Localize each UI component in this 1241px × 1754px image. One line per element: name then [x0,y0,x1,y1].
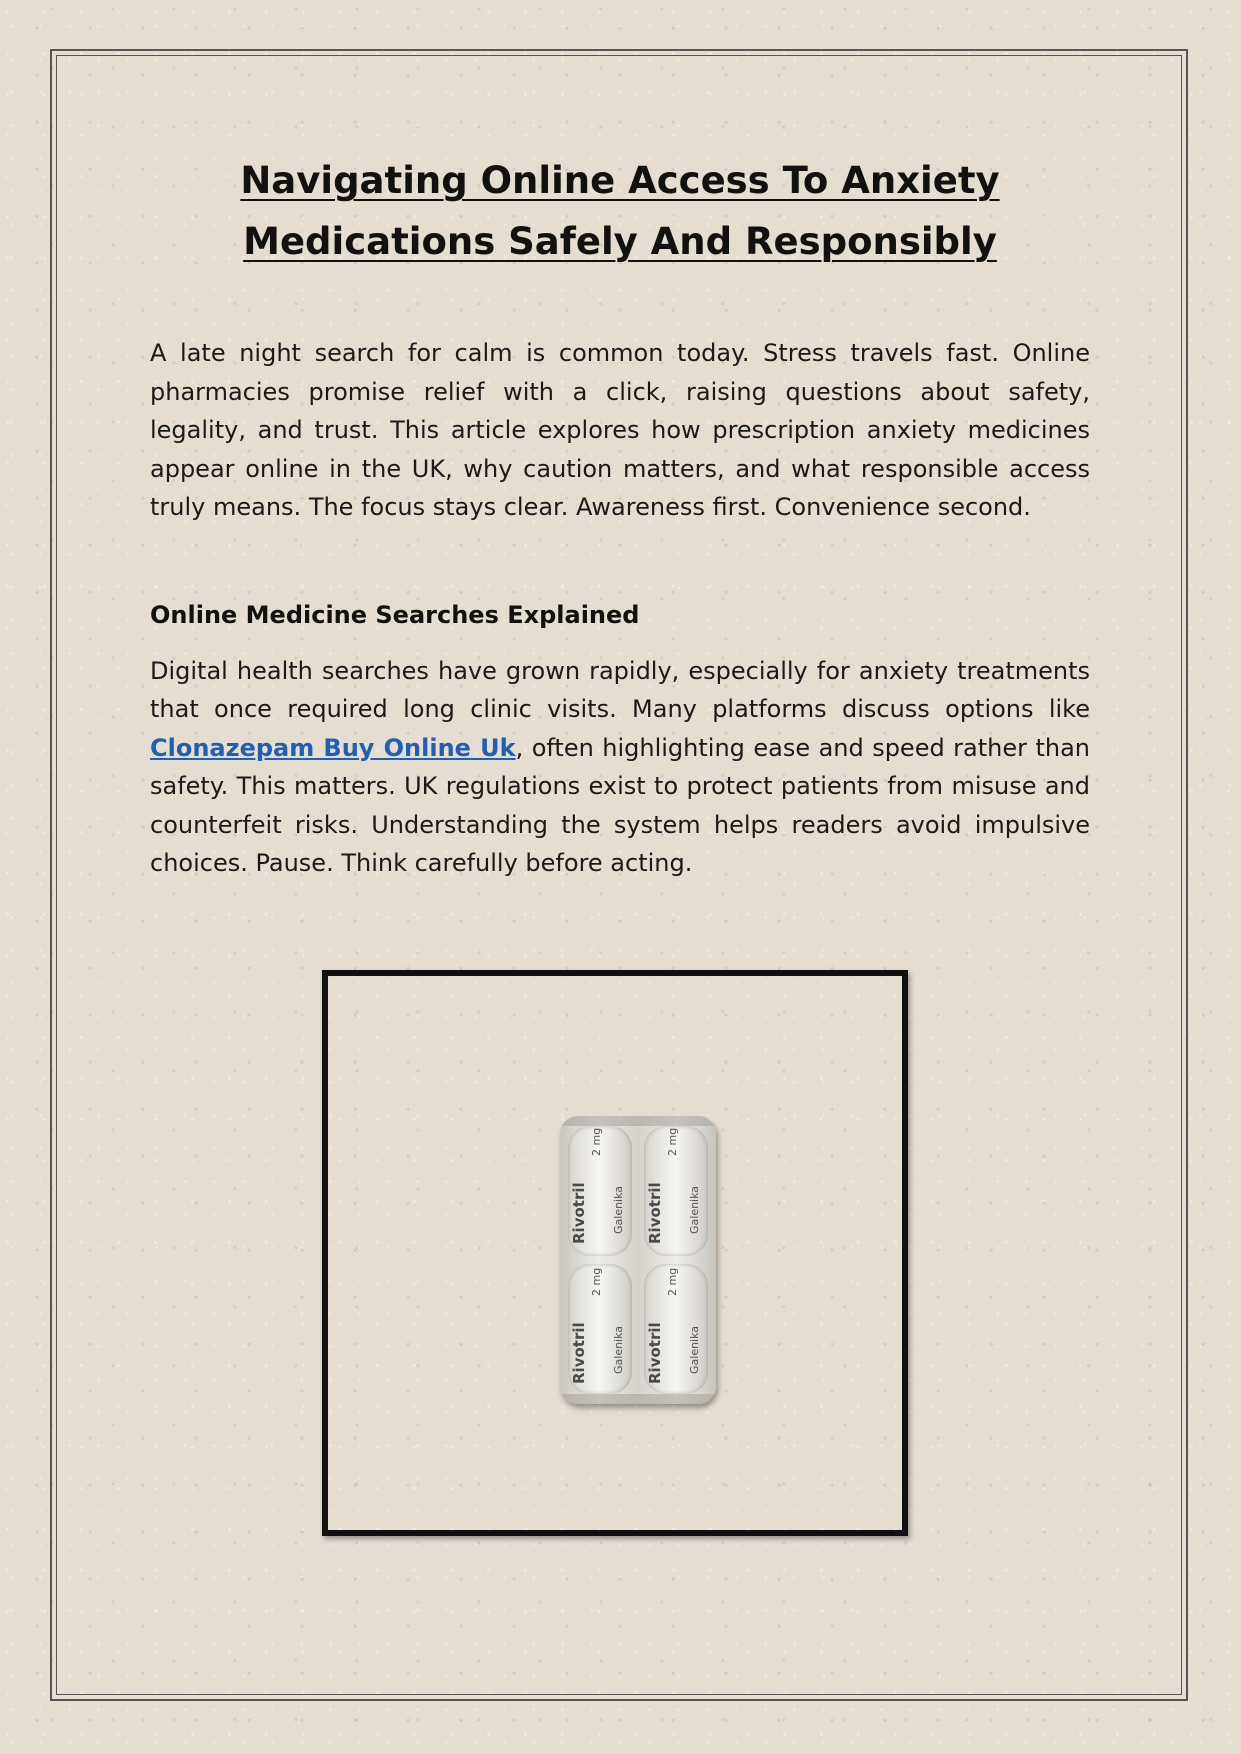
blister-brand-label: Rivotril [570,1182,588,1244]
section-text-before-link: Digital health searches have grown rapidly, especially for anxiety treatments that once required long clinic visits. Many platforms discuss options like [150,656,1090,723]
blister-dose-label: 2 mg [666,1267,679,1296]
blister-brand-label: Rivotril [646,1182,664,1244]
product-image-frame [322,970,908,1536]
blister-brand-label: Rivotril [646,1322,664,1384]
page-title: Navigating Online Access To Anxiety Medications Safely And Responsibly [240,159,1000,263]
blister-pack-image [560,1116,716,1404]
blister-brand-label: Rivotril [570,1322,588,1384]
blister-manufacturer-label: Galenika [688,1325,701,1374]
clonazepam-link[interactable]: Clonazepam Buy Online Uk [150,733,516,762]
blister-bottom-edge [560,1394,716,1404]
section-text-after-link: , often highlighting ease and speed rather than safety. This matters. UK regulations exist to protect patients from misuse and counterfeit risks. Understanding the system helps readers avoid impulsive choices. Pause. Think carefully before acting. [150,733,1090,877]
blister-top-edge [560,1116,716,1126]
blister-dose-label: 2 mg [590,1127,603,1156]
blister-manufacturer-label: Galenika [688,1185,701,1234]
intro-paragraph: A late night search for calm is common today. Stress travels fast. Online pharmacies promise relief with a click, raising questions about safety, legality, and trust. This article explores how prescription anxiety medicines appear online in the UK, why caution matters, and what responsible access truly means. The focus stays clear. Awareness first. Convenience second. [150,339,1090,521]
blister-dose-label: 2 mg [666,1127,679,1156]
section-paragraph [150,652,1090,883]
article [150,150,1090,883]
blister-manufacturer-label: Galenika [612,1325,625,1374]
section-heading: Online Medicine Searches Explained [150,600,640,629]
blister-dose-label: 2 mg [590,1267,603,1296]
blister-manufacturer-label: Galenika [612,1185,625,1234]
